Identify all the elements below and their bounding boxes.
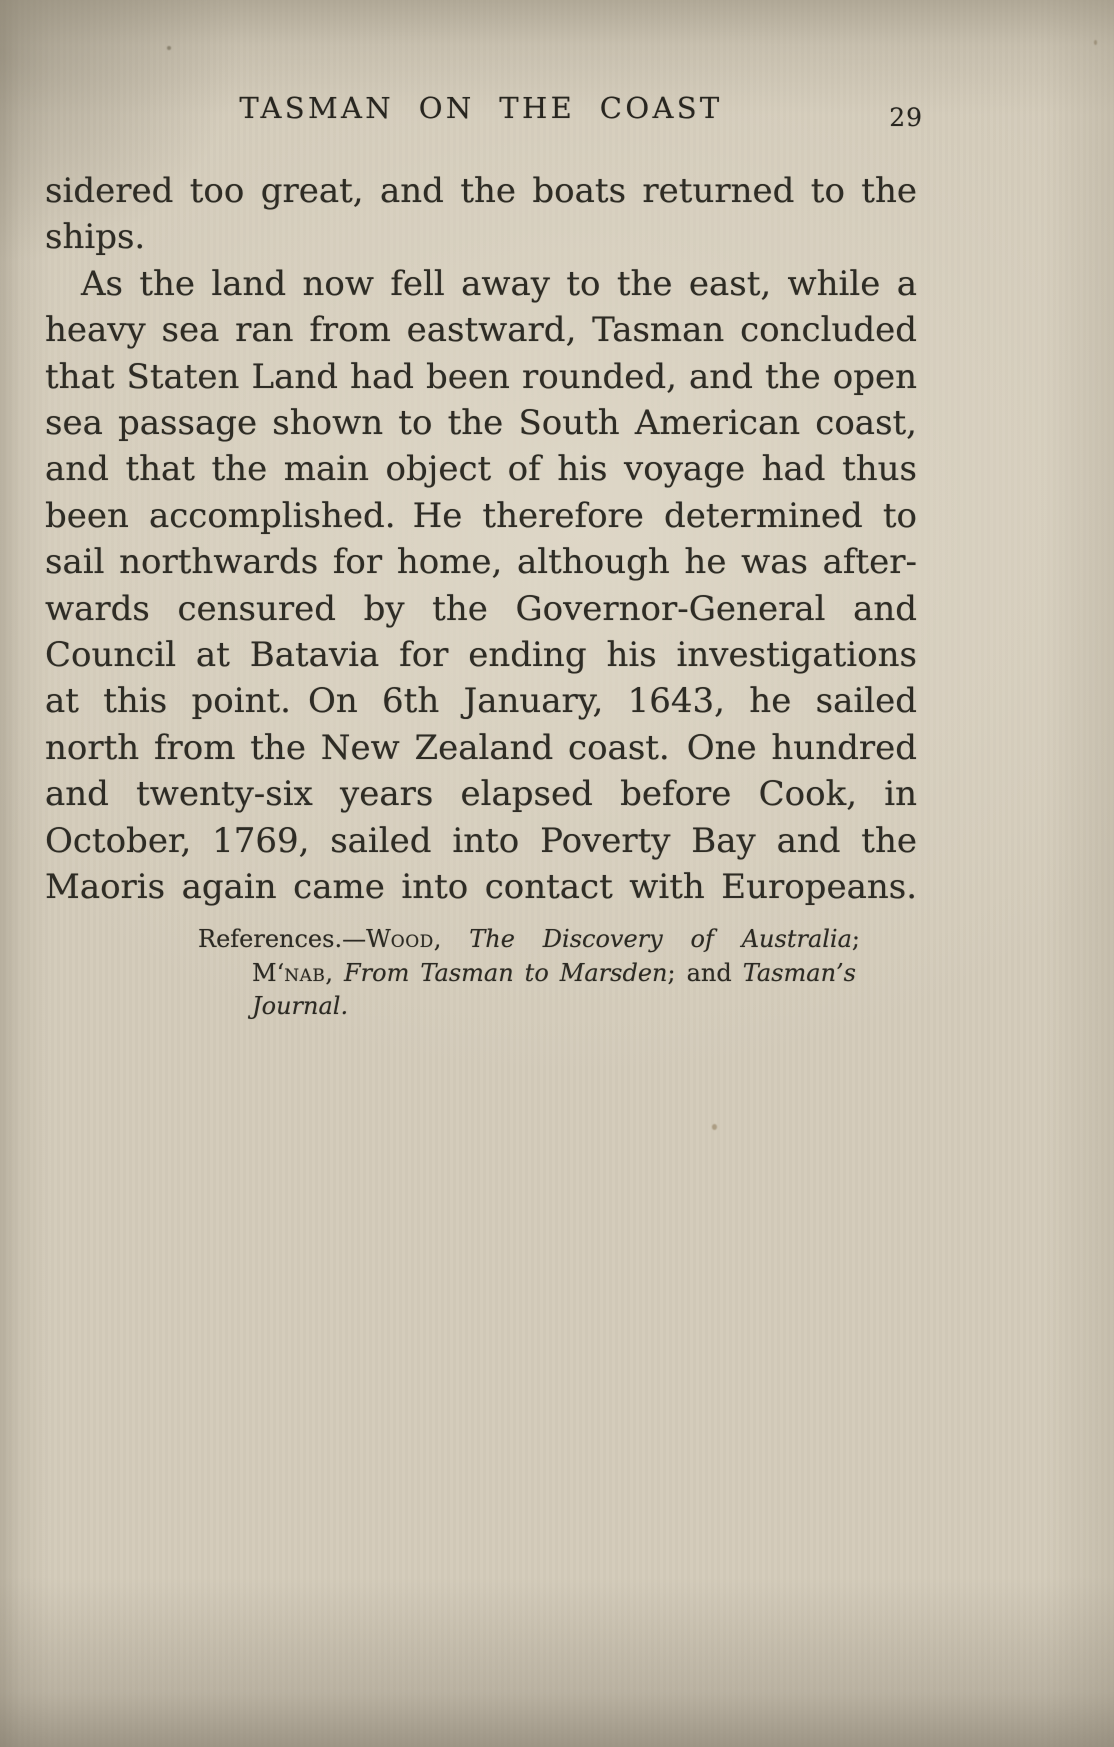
reference-title: Tasman’s <box>742 958 856 987</box>
reference-text: References.— <box>198 925 367 953</box>
body-line: that Staten Land had been rounded, and the open <box>45 356 917 397</box>
paper-speck <box>712 1124 717 1130</box>
body-line: sidered too great, and the boats returned to the <box>45 171 917 211</box>
page-header <box>45 88 923 140</box>
reference-author: ood <box>390 925 434 953</box>
reference-line <box>252 990 860 1024</box>
reference-title: The Discovery of Australia <box>469 925 852 953</box>
body-line: been accomplished. He therefore determined to <box>45 495 917 536</box>
reference-text: , <box>325 958 345 987</box>
body-line: sail northwards for home, although he was after- <box>45 542 917 583</box>
body-line: Maoris again came into contact with Europeans. <box>45 867 917 908</box>
body-line: north from the New Zealand coast. One hundred <box>45 727 917 768</box>
body-line: sea passage shown to the South American coast, <box>45 403 917 444</box>
paper-speck <box>167 46 171 50</box>
reference-text: , <box>433 925 470 953</box>
reference-title: Journal. <box>252 992 349 1020</box>
body-line: heavy sea ran from eastward, Tasman concluded <box>45 310 917 351</box>
page-title: TASMAN ON THE COAST <box>239 91 723 125</box>
body-line: and that the main object of his voyage had thus <box>45 449 917 490</box>
body-line: October, 1769, sailed into Poverty Bay and the <box>45 820 917 861</box>
reference-text: ; and <box>667 958 743 987</box>
body-line: As the land now fell away to the east, while a <box>81 263 917 304</box>
page-number: 29 <box>889 103 923 132</box>
reference-line <box>198 923 860 957</box>
body-line: wards censured by the Governor-General and <box>45 588 917 629</box>
body-line: ships. <box>45 217 146 258</box>
reference-author: M‘ <box>252 958 285 987</box>
reference-author: W <box>366 925 391 953</box>
reference-title: From Tasman to Marsden <box>344 958 668 987</box>
references-block <box>198 923 860 1024</box>
reference-author: nab <box>284 958 326 987</box>
reference-text: ; <box>851 925 860 953</box>
body-line: and twenty-six years elapsed before Cook, in <box>45 774 917 815</box>
reference-line <box>252 957 856 991</box>
paper-speck <box>1094 40 1097 45</box>
body-line: at this point. On 6th January, 1643, he sailed <box>45 681 917 722</box>
body-line: Council at Batavia for ending his investigations <box>45 635 917 676</box>
body-text <box>45 168 917 911</box>
